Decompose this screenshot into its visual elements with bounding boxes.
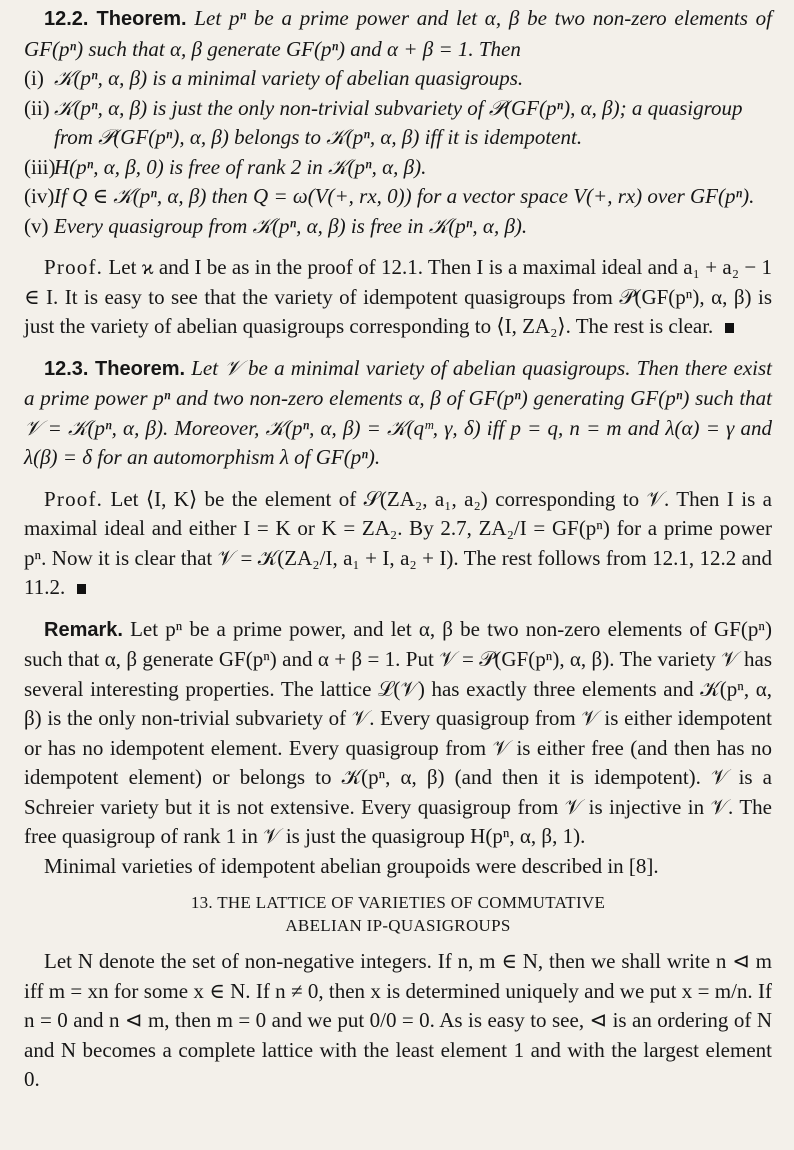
item-number: (v) [24, 213, 49, 238]
theorem-12-2-label: 12.2. Theorem. [44, 8, 187, 30]
proof-text: Let ϰ and I be as in the proof of 12.1. Then I is a maximal ideal and a₁ + a₂ − 1 ∈ I. It is easy to see that the variety of idempotent quasigroups from 𝒫(GF(pⁿ), α, β) is just the variety of abelian quasigroups corresponding to ⟨I, ZA₂⟩. The rest is clear. [24, 255, 772, 338]
remark [24, 615, 772, 852]
section-13-heading [24, 891, 772, 937]
qed-square-icon [725, 323, 734, 333]
section-13-title-line1: 13. THE LATTICE OF VARIETIES OF COMMUTATIVE [190, 893, 606, 912]
remark-text: Let pⁿ be a prime power, and let α, β be two non-zero elements of GF(pⁿ) such that α, β generate GF(pⁿ) and α + β = 1. Put 𝒱 = 𝒫(GF(pⁿ), α, β). The variety 𝒱 has several interesting properties. The lattice ℒ(𝒱) has exactly three elements and 𝒦(pⁿ, α, β) is the only non-trivial subvariety of 𝒱. Every quasigroup from 𝒱 is either idempotent or has no idempotent element. Every quasigroup from 𝒱 is either free (and then has no idempotent element) or belongs to 𝒦(pⁿ, α, β) (and then it is idempotent). 𝒱 is a Schreier variety but it is not extensive. Every quasigroup from 𝒱 is injective in 𝒱. The free quasigroup of rank 1 in 𝒱 is just the quasigroup H(pⁿ, α, β, 1). [24, 616, 772, 848]
theorem-item-ii [24, 94, 772, 153]
theorem-12-3-text: Let 𝒱 be a minimal variety of abelian quasigroups. Then there exist a prime power pⁿ and two non-zero elements α, β of GF(pⁿ) generating GF(pⁿ) such that 𝒱 = 𝒦(pⁿ, α, β). Moreover, 𝒦(pⁿ, α, β) = 𝒦(qᵐ, γ, δ) iff p = q, n = m and λ(α) = γ and λ(β) = δ for an automorphism λ of GF(pⁿ). [24, 355, 772, 469]
theorem-item-v [24, 212, 772, 242]
theorem-12-3-label: 12.3. Theorem. [44, 357, 186, 380]
remark-label: Remark. [44, 618, 123, 641]
proof-12-2 [24, 253, 772, 342]
theorem-12-3 [24, 354, 772, 473]
theorem-item-i [24, 64, 772, 94]
section-13-paragraph: Let N denote the set of non-negative integers. If n, m ∈ N, then we shall write n ⊲ m iff m = xn for some x ∈ N. If n ≠ 0, then x is determined uniquely and we put x = m/n. If n = 0 and n ⊲ m, then m = 0 and we put 0/0 = 0. As is easy to see, ⊲ is an ordering of N and N becomes a complete lattice with the least element 1 and with the largest element 0. [24, 949, 772, 1091]
theorem-12-2-text: Let pⁿ be a prime power and let α, β be two non-zero elements of GF(pⁿ) such that α, β generate GF(pⁿ) and α + β = 1. Then [24, 6, 773, 61]
item-text: If Q ∈ 𝒦(pⁿ, α, β) then Q = ω(V(+, rx, 0)) for a vector space V(+, rx) over GF(pⁿ). [54, 184, 755, 208]
item-number: (i) [24, 66, 44, 90]
proof-label: Proof. [44, 486, 104, 511]
item-text: 𝒦(pⁿ, α, β) is just the only non-trivial subvariety of 𝒫(GF(pⁿ), α, β); a quasigroup from 𝒫(GF(pⁿ), α, β) belongs to 𝒦(pⁿ, α, β) iff it is idempotent. [54, 95, 743, 149]
item-number: (iv) [24, 184, 55, 208]
item-number: (iii) [24, 154, 56, 179]
theorem-item-iii [24, 153, 772, 183]
theorem-12-2-statement [24, 4, 772, 64]
proof-text: Let ⟨I, K⟩ be the element of 𝒮(ZA₂, a₁, a₂) corresponding to 𝒱. Then I is a maximal ideal and either I = K or K = ZA₂. By 2.7, ZA₂/I = GF(pⁿ) for a prime power pⁿ. Now it is clear that 𝒱 = 𝒦(ZA₂/I, a₁ + I, a₂ + I). The rest follows from 12.1, 12.2 and 11.2. [24, 486, 772, 599]
proof-label: Proof. [44, 255, 104, 279]
item-text: H(pⁿ, α, β, 0) is free of rank 2 in 𝒦(pⁿ, α, β). [54, 154, 427, 179]
theorem-12-2-items [24, 64, 772, 241]
item-text: 𝒦(pⁿ, α, β) is a minimal variety of abelian quasigroups. [54, 66, 524, 90]
qed-square-icon [77, 584, 86, 594]
section-13-title-line2: ABELIAN IP-QUASIGROUPS [285, 916, 511, 935]
proof-12-3 [24, 485, 772, 603]
remark-minimal-varieties: Minimal varieties of idempotent abelian groupoids were described in [8]. [44, 853, 659, 878]
item-text: Every quasigroup from 𝒦(pⁿ, α, β) is free in 𝒦(pⁿ, α, β). [54, 213, 528, 238]
theorem-item-iv [24, 182, 772, 212]
item-number: (ii) [24, 95, 50, 120]
